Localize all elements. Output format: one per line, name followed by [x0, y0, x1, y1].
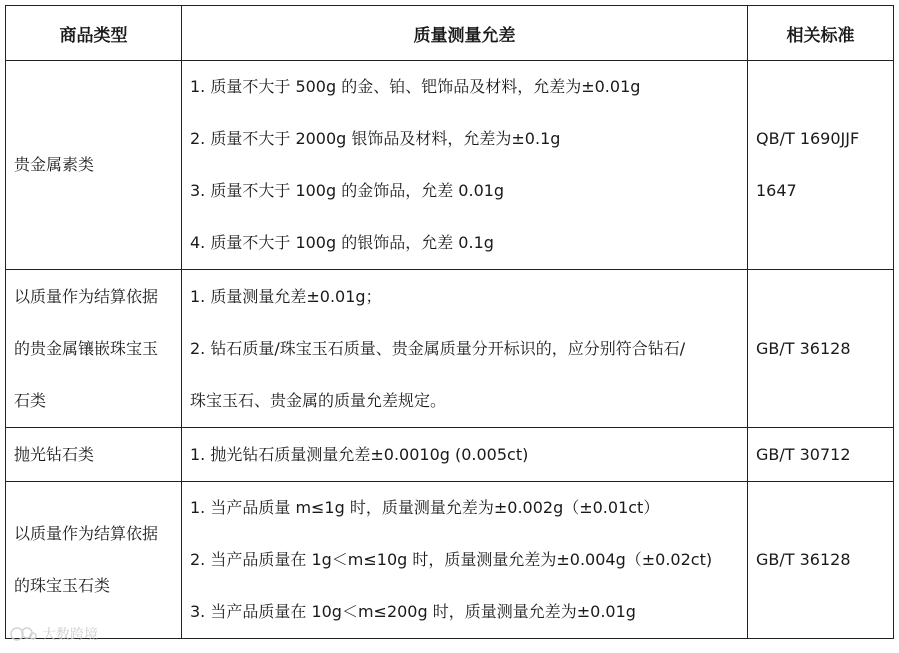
tolerance-cell [182, 270, 748, 428]
product-type-text: 的珠宝玉石类 [14, 576, 111, 595]
header-row [6, 6, 894, 61]
table-row [6, 428, 894, 482]
product-type-cell [6, 428, 182, 482]
standard-text: GB/T 30712 [756, 444, 851, 464]
tolerance-line: 3. 当产品质量在 10g＜m≤200g 时，质量测量允差为±0.01g [190, 602, 636, 621]
header-product-type: 商品类型 [6, 6, 182, 61]
standard-cell [748, 61, 894, 270]
product-type-text: 以质量作为结算依据 [14, 286, 159, 306]
tolerance-line: 2. 当产品质量在 1g＜m≤10g 时，质量测量允差为±0.004g（±0.02ct) [190, 550, 713, 569]
product-type-text: 以质量作为结算依据 [14, 524, 159, 543]
standard-text: QB/T 1690JJF [756, 129, 860, 148]
product-type-text: 贵金属素类 [14, 155, 95, 174]
table-row [6, 270, 894, 428]
tolerance-line: 1. 当产品质量 m≤1g 时，质量测量允差为±0.002g（±0.01ct） [190, 498, 660, 517]
product-type-text: 的贵金属镶嵌珠宝玉 [14, 338, 159, 358]
product-type-cell [6, 482, 182, 639]
product-type-text: 石类 [14, 390, 47, 410]
tolerance-line: 1. 抛光钻石质量测量允差±0.0010g (0.005ct) [190, 444, 529, 464]
standard-text: GB/T 36128 [756, 550, 851, 569]
tolerance-line: 4. 质量不大于 100g 的银饰品，允差 0.1g [190, 233, 494, 252]
table-row [6, 482, 894, 639]
product-type-text: 抛光钻石类 [14, 444, 95, 464]
tolerance-table [5, 5, 894, 639]
standard-text: GB/T 36128 [756, 338, 851, 358]
tolerance-cell [182, 482, 748, 639]
product-type-cell [6, 61, 182, 270]
product-type-cell [6, 270, 182, 428]
watermark [8, 624, 98, 644]
tolerance-cell [182, 61, 748, 270]
table-row [6, 61, 894, 270]
tolerance-line: 3. 质量不大于 100g 的金饰品，允差 0.01g [190, 181, 505, 200]
standard-cell [748, 270, 894, 428]
tolerance-line: 1. 质量不大于 500g 的金、铂、钯饰品及材料，允差为±0.01g [190, 77, 641, 96]
tolerance-line: 2. 钻石质量/珠宝玉石质量、贵金属质量分开标识的，应分别符合钻石/ [190, 338, 686, 358]
watermark-text: 大数跨境 [42, 627, 98, 643]
standard-text: 1647 [756, 181, 797, 200]
standard-cell [748, 482, 894, 639]
cloud-logo-icon [8, 625, 38, 643]
header-standard: 相关标准 [748, 6, 894, 61]
tolerance-cell [182, 428, 748, 482]
tolerance-line: 1. 质量测量允差±0.01g； [190, 286, 382, 306]
header-tolerance: 质量测量允差 [182, 6, 748, 61]
tolerance-line: 珠宝玉石、贵金属的质量允差规定。 [190, 390, 447, 410]
standard-cell [748, 428, 894, 482]
tolerance-line: 2. 质量不大于 2000g 银饰品及材料，允差为±0.1g [190, 129, 561, 148]
